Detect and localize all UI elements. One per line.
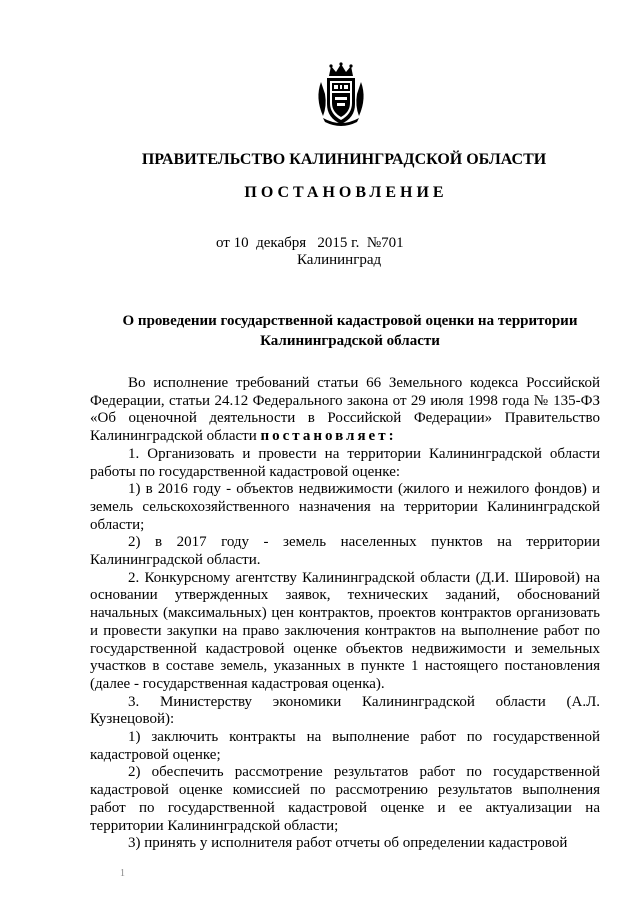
coat-of-arms-icon bbox=[313, 62, 369, 128]
subject-line-2: Калининградской области bbox=[260, 333, 440, 349]
document-city: Калининград bbox=[297, 252, 382, 268]
document-number: №701 bbox=[366, 235, 404, 251]
document-date: 10 декабря 2015 г. bbox=[233, 235, 360, 251]
paragraph-2: 2. Конкурсному агентству Калининградской области (Д.И. Шировой) на основании утвержденных заявок, технических заданий, обоснований начальных (максимальных) цен контрактов, проектов контрактов организовать и провести закупки на право заключения контрактов на выполнение работ по государственной кадастровой оценке объектов недвижимости и земельных участков в составе земель, указанных в пункте 1 настоящего постановления (далее - государственная кадастровая оценка). bbox=[90, 569, 600, 692]
paragraph-1-item-2: 2) в 2017 году - земель населенных пунктов на территории Калининградской области. bbox=[90, 534, 600, 569]
paragraph-3-item-1: 1) заключить контракты на выполнение работ по государственной кадастровой оценке; bbox=[90, 729, 600, 763]
document-subject bbox=[80, 311, 620, 351]
preamble-paragraph bbox=[90, 375, 600, 446]
subject-line-1: О проведении государственной кадастровой оценки на территории bbox=[122, 313, 578, 329]
paragraph-3: 3. Министерству экономики Калининградской области (А.Л. Кузнецовой): bbox=[90, 693, 600, 728]
paragraph-1: 1. Организовать и провести на территории Калининградской области работы по государственной кадастровой оценке: bbox=[90, 445, 600, 480]
preamble-text: Во исполнение требований статьи 66 Земельного кодекса Российской Федерации, статьи 24.12 Федерального закона от 29 июля 1998 года № 135-ФЗ «Об оценочной деятельности в Российской Федерации» Правительство Калининградской области bbox=[90, 375, 600, 445]
date-line bbox=[216, 235, 404, 252]
date-prefix: от bbox=[216, 235, 230, 251]
organization-title: ПРАВИТЕЛЬСТВО КАЛИНИНГРАДСКОЙ ОБЛАСТИ bbox=[141, 151, 547, 168]
paragraph-3-item-2: 2) обеспечить рассмотрение результатов работ по государственной кадастровой оценке комиссией по рассмотрению результатов выполнения работ по государственной кадастровой оценке и ее актуализации на территории Калининградской области; bbox=[90, 764, 600, 834]
preamble-emphasis: постановляет: bbox=[260, 428, 397, 445]
document-type: ПОСТАНОВЛЕНИЕ bbox=[244, 184, 448, 201]
paragraph-3-item-3: 3) принять у исполнителя работ отчеты об определении кадастровой bbox=[128, 835, 568, 852]
document-body bbox=[90, 375, 600, 853]
paragraph-1-item-1: 1) в 2016 году - объектов недвижимости (жилого и нежилого фондов) и земель сельскохозяйственного назначения на территории Калининградской области; bbox=[90, 481, 600, 533]
page-mark: 1 bbox=[120, 868, 125, 879]
